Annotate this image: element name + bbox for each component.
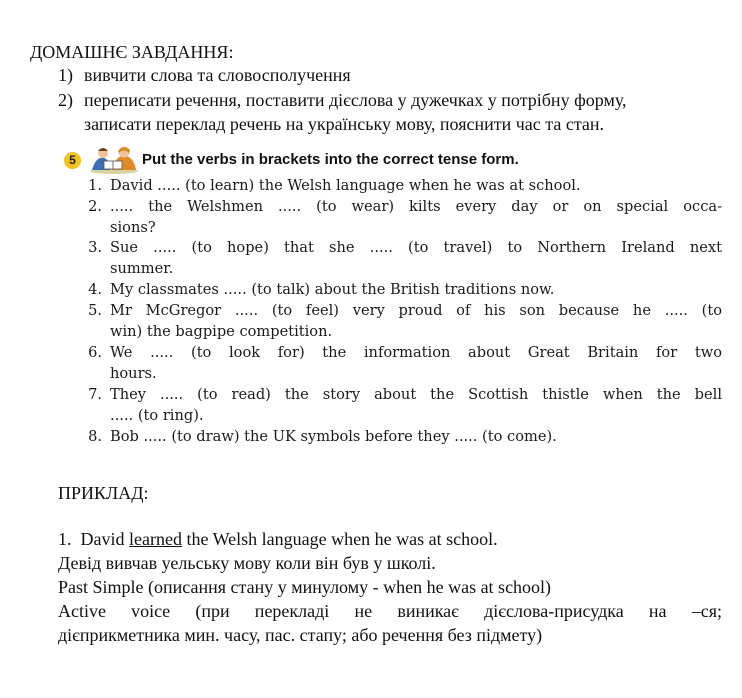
homework-title: ДОМАШНЄ ЗАВДАННЯ: — [30, 42, 234, 62]
example-verb: learned — [129, 529, 182, 549]
example-translation: Девід вивчав уельську мову коли він був у школі. — [58, 553, 436, 573]
task-number: 2) — [58, 90, 73, 110]
task-text: вивчити слова та словосполучення — [84, 65, 351, 85]
task-number: 1) — [58, 65, 73, 85]
exercise-number-badge: 5 — [64, 152, 81, 169]
students-reading-icon — [88, 144, 140, 179]
example-voice-line-1: Active voice (при перекладі не виникає дієслова-присудка на –ся; — [58, 601, 722, 621]
example-tense: Past Simple (описання стану у минулому - when he was at school) — [58, 577, 552, 597]
homework-task-2-continuation: записати переклад речень на українську мову, пояснити час та стан. — [84, 114, 605, 134]
example-sentence: 1. David learned the Welsh language when he was at school. — [58, 529, 498, 549]
task-text: переписати речення, поставити дієслова у дужечках у потрібну форму, — [84, 90, 627, 110]
example-voice-line-2: дієприкметника мин. часу, пас. стапу; або речення без підмету) — [58, 625, 543, 645]
exercise-instruction: Put the verbs in brackets into the correct tense form. — [142, 151, 519, 168]
example-heading: ПРИКЛАД: — [58, 483, 149, 503]
